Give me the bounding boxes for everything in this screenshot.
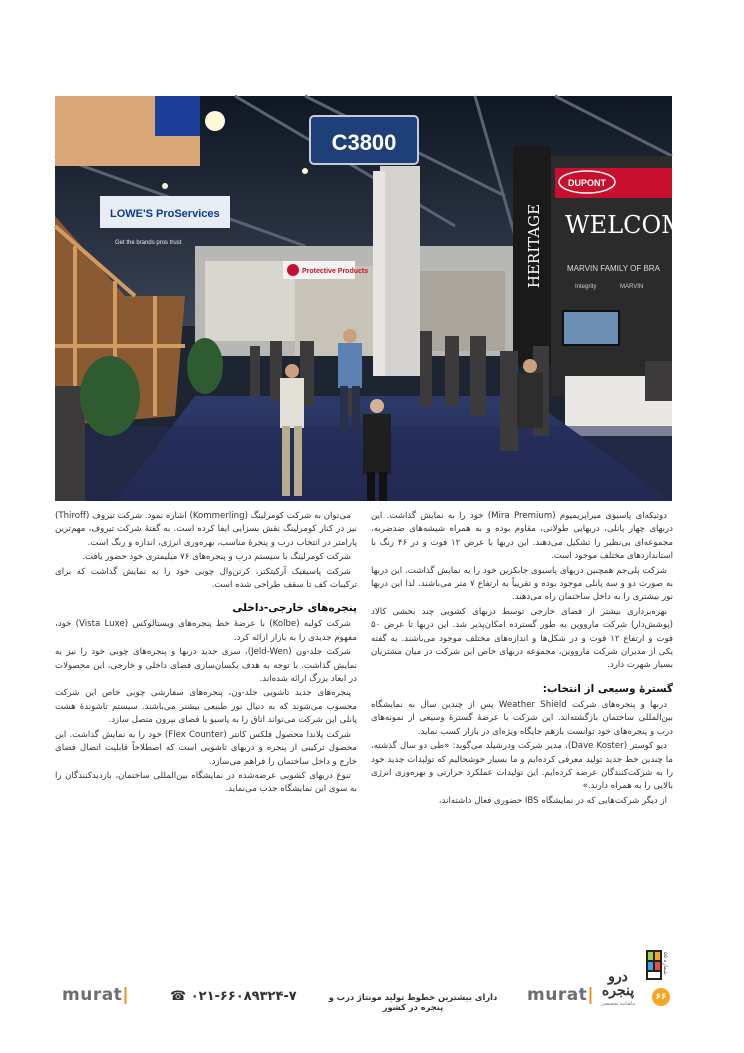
issue-label: شماره ۵۵ [662, 952, 668, 975]
marvin-small-text: MARVIN [620, 284, 644, 290]
trade-show-photo [55, 96, 686, 501]
lowes-tagline-text: Get the brands pros trust [115, 240, 182, 246]
booth-number-text: C3800 [331, 130, 397, 155]
article-paragraph: از دیگر شرکت‌هایی که در نمایشگاه IBS حضوری فعال داشته‌اند، [438, 795, 667, 806]
magazine-title: درو پنجره [601, 969, 635, 999]
article-paragraph: شرکت کولبه (Kolbe) با عرضهٔ خط پنجره‌های ویستالوکس (Vista Luxe) خود، مفهوم جدیدی را به بازار ارائه کرد. [55, 619, 357, 643]
page-number: ۶۶ [652, 988, 670, 1006]
article-paragraph: دوتیکه‌ای پاسیوی میراپریمیوم (Mira Premium) خود را به نمایش گذاشت. این دربهای چهار پانلی، دربهایی طولانی، مقاوم بوده و به همراه شیشه‌های ضدضربه، مجموعه‌ای بی‌نظیر را تشکیل می‌دهند. این دربها با عرض ۱۲ فوت و در ۴۶ رنگ با استانداردهای مختلف موجود است. [371, 511, 673, 562]
footer-tagline: دارای بیشترین خطوط تولید مونتاژ درب و پنجره در کشور [328, 992, 498, 1012]
murat-logo-text: murat [527, 985, 588, 1005]
article-paragraph: شرکت پلی‌جم همچنین دربهای پاسیوی جابکزین خود را به نمایش گذاشت. این دربها به صورت دو و سه پانلی موجود بوده و تقریباً به ارتفاع ۷ متر می‌باشند. لذا این دربها نور بیشتری را به داخل ساختمان راه می‌دهند. [371, 565, 674, 603]
article-paragraph: تنوع دربهای کشویی عرضه‌شده در نمایشگاه بین‌المللی ساختمان، بازدیدکنندگان را به سوی این نمایشگاه جذب می‌نماید. [55, 770, 357, 795]
murat-logo-text: murat [62, 985, 123, 1005]
heritage-text: HERITAGE [525, 203, 543, 289]
lowes-banner-text: LOWE'S ProServices [110, 208, 220, 220]
footer-phone: ☎ ۰۲۱-۶۶۰۸۹۳۲۴-۷ [170, 989, 297, 1004]
integrity-text: Integrity [575, 284, 597, 290]
murat-logo-right: murat| [527, 985, 595, 1005]
protective-sign-text: Protective Products [302, 268, 369, 275]
article-paragraph: شرکت پلاندا محصول فلکس کانتر (Flex Counter) خود را به نمایش گذاشت. این محصول ترکیبی از پنجره و دربهای تاشویی است که اصطلاحاً قابلیت اتصال فضای خارج و داخل ساختمان را فراهم می‌سازد. [55, 729, 357, 767]
welcome-text: WELCOM [565, 211, 686, 239]
window-logo-icon [646, 950, 662, 980]
article-paragraph: می‌توان به شرکت کومرلینگ (Kommerling) اشاره نمود. شرکت تیروف (Thiroff) نیز در کنار کومرلینگ نقش بسزایی ایفا کرده است. به گفتهٔ شرکت تیروف، مهم‌ترین پارامتر در انتخاب درب و پنجرهٔ مناسب، بهره‌وری انرژی، اندازه و رنگ است. [55, 511, 357, 548]
magazine-subtitle: ماهنامه تخصصی [600, 1001, 636, 1007]
article-paragraph: دیو کوستر (Dave Koster)، مدیر شرکت ودرشیلد می‌گوید: «طی دو سال گذشته، ما چندین خط جدید تولید معرفی کرده‌ایم و ما بسیار خوشحالیم که تولیدات جدید خود را به شرکت‌کنندگان عرضه کرده‌ایم. این تولیدات عملکرد حرارتی و بهره‌وری انرژی بالایی را به همراه دارند.» [371, 741, 673, 792]
article-paragraph: شرکت جلد-ون (Jeld-Wen)، سری جدید دربها و پنجره‌های چوبی خود را نیز به نمایش گذاشت. با توجه به هدف یکسان‌سازی فضای داخلی و خارجی، این محصولات در ابعاد بزرگ ارائه شده‌اند. [55, 647, 357, 685]
article-paragraph: بهره‌برداری بیشتر از فضای خارجی توسط دربهای کشویی چند بخشی کالاد (پوشش‌دار) شرکت مارووین به طور گسترده امکان‌پذیر شد. این دربها تا عرض ۵۰ فوت و ارتفاع ۱۲ فوت و در شکل‌ها و اندازه‌های مختلف موجود می‌باشند. به گفته یکی از مدیران شرکت مارووین، مجموعه دربهای خاص این شرکت در میان مشتریان بسیار شهرت دارد. [371, 606, 673, 671]
marvin-family-text: MARVIN FAMILY OF BRA [567, 264, 660, 273]
article-left-column [55, 510, 357, 798]
article-paragraph: شرکت کومرلینگ با سیستم درب و پنجره‌های ۷۶ میلیمتری خود حضور یافت. [82, 552, 351, 563]
article-paragraph: پنجره‌های جدید تاشویی جلد-ون، پنجره‌های سفارشی چوبی خاص این شرکت محسوب می‌شوند که به دنبال نور طبیعی بیشتر می‌باشند. سیستم تاشوندهٔ هشت پانلی این شرکت می‌تواند اتاق را به پاسیو یا فضای بیرون متصل سازد. [55, 688, 357, 726]
article-paragraph: شرکت پاسیفیک آرکیتکتر، کرتن‌وال چوبی خود را به نمایش گذاشت که برای ترکیبات کف تا سقف طراحی شده است. [55, 566, 357, 591]
section-heading-windows: پنجره‌های خارجی-داخلی [232, 602, 357, 615]
dupont-text: DUPONT [568, 178, 606, 188]
murat-logo-left: murat| [62, 985, 130, 1005]
article-right-column [371, 510, 673, 809]
section-heading-choice: گسترهٔ وسیعی از انتخاب: [542, 682, 673, 695]
article-paragraph: دربها و پنجره‌های شرکت Weather Shield پس از چندین سال به نمایشگاه بین‌المللی ساختمان بازگشته‌اند. این شرکت با عرضهٔ گسترهٔ وسیعی از نمونه‌های درب و پنجره‌های خود توانست بازهم جایگاه ویژه‌ای در بازار کسب نماید. [371, 699, 673, 737]
